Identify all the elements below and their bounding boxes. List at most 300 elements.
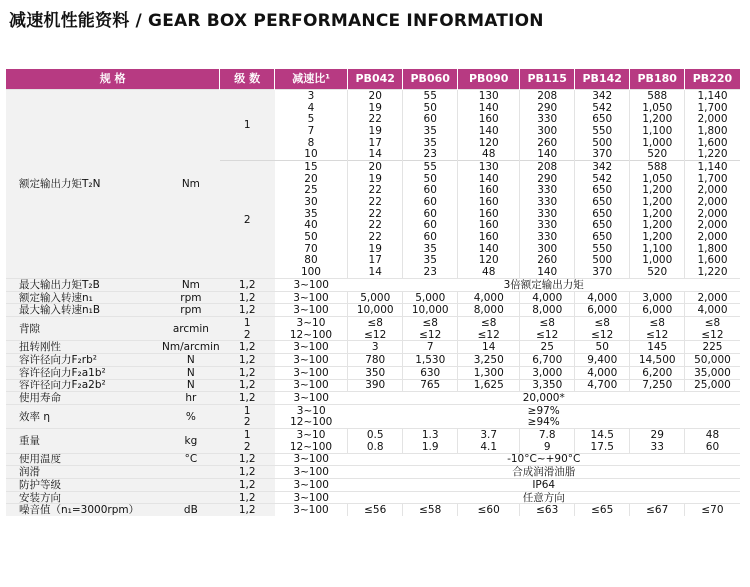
weight-row xyxy=(6,429,740,441)
header-model: PB042 xyxy=(348,69,403,90)
merged-value-cell: 20,000* xyxy=(348,392,740,405)
row-unit: N xyxy=(162,354,220,367)
value-cell: 6,000 xyxy=(575,304,630,317)
value-cell: 542 xyxy=(575,173,630,185)
value-cell: 22 xyxy=(348,231,403,243)
value-cell: 140 xyxy=(458,125,520,137)
value-cell: 35,000 xyxy=(685,366,740,379)
row-unit: Nm xyxy=(162,90,220,279)
value-cell: 500 xyxy=(575,137,630,149)
value-cell: ≤63 xyxy=(520,504,575,516)
value-cell: 35 xyxy=(403,243,458,255)
value-cell: 330 xyxy=(520,113,575,125)
table-row xyxy=(6,90,740,102)
value-cell: 290 xyxy=(520,173,575,185)
ratio-cell: 3 xyxy=(275,90,348,102)
value-cell: 48 xyxy=(458,266,520,278)
row-label: 润滑 xyxy=(6,466,162,479)
ratio-cell: 4 xyxy=(275,102,348,114)
ratio-cell: 3~100 xyxy=(275,341,348,354)
ratio-cell: 12~100 xyxy=(275,329,348,341)
header-ratio: 减速比¹ xyxy=(275,69,348,90)
row-label: 最大输入转速n₁B xyxy=(6,304,162,317)
value-cell: 60 xyxy=(403,196,458,208)
max-speed-row xyxy=(6,304,740,317)
value-cell: ≤8 xyxy=(630,317,685,329)
value-cell: 29 xyxy=(630,429,685,441)
value-cell: 6,700 xyxy=(520,354,575,367)
value-cell: 4.1 xyxy=(458,441,520,453)
ratio-cell: 70 xyxy=(275,243,348,255)
value-cell: 60 xyxy=(403,208,458,220)
value-cell: 2,000 xyxy=(685,113,740,125)
row-unit: Nm xyxy=(162,279,220,292)
value-cell: 25,000 xyxy=(685,379,740,392)
value-cell: 60 xyxy=(403,220,458,232)
value-cell: 17 xyxy=(348,137,403,149)
merged-value-cell: 任意方向 xyxy=(348,491,740,504)
value-cell: 17 xyxy=(348,255,403,267)
value-cell: 330 xyxy=(520,196,575,208)
value-cell: 588 xyxy=(630,161,685,173)
value-cell: ≤8 xyxy=(458,317,520,329)
row-label: 额定输入转速n₁ xyxy=(6,291,162,304)
protection-row xyxy=(6,479,740,492)
ratio-cell: 50 xyxy=(275,231,348,243)
stage-cell: 1,2 xyxy=(220,491,275,504)
row-unit: °C xyxy=(162,453,220,466)
stage-cell: 1 xyxy=(220,90,275,161)
value-cell: 35 xyxy=(403,255,458,267)
row-unit: arcmin xyxy=(162,317,220,341)
value-cell: 50 xyxy=(575,341,630,354)
value-cell: 225 xyxy=(685,341,740,354)
value-cell: 145 xyxy=(630,341,685,354)
value-cell: 48 xyxy=(458,148,520,160)
ratio-cell: 3~100 xyxy=(275,453,348,466)
ratio-cell: 3~100 xyxy=(275,504,348,516)
ratio-cell: 3~100 xyxy=(275,354,348,367)
value-cell: 19 xyxy=(348,102,403,114)
ratio-cell: 3~100 xyxy=(275,279,348,292)
merged-value-cell: 3倍额定输出力矩 xyxy=(348,279,740,292)
value-cell: 22 xyxy=(348,185,403,197)
max-torque-row xyxy=(6,279,740,292)
ratio-cell: 3~100 xyxy=(275,304,348,317)
value-cell: 9 xyxy=(520,441,575,453)
value-cell: 8,000 xyxy=(458,304,520,317)
value-cell: 19 xyxy=(348,125,403,137)
ratio-cell: 35 xyxy=(275,208,348,220)
value-cell: 7 xyxy=(403,341,458,354)
value-cell: 60 xyxy=(403,113,458,125)
value-cell: 120 xyxy=(458,255,520,267)
value-cell: 50 xyxy=(403,102,458,114)
value-cell: 550 xyxy=(575,125,630,137)
value-cell: 1,200 xyxy=(630,196,685,208)
value-cell: 25 xyxy=(520,341,575,354)
value-cell: 1,530 xyxy=(403,354,458,367)
value-cell: 140 xyxy=(458,173,520,185)
value-cell: 300 xyxy=(520,243,575,255)
stage-cell: 1,2 xyxy=(220,453,275,466)
value-cell: 3,250 xyxy=(458,354,520,367)
row-unit: rpm xyxy=(162,291,220,304)
value-cell: 350 xyxy=(348,366,403,379)
value-cell: 14 xyxy=(348,148,403,160)
value-cell: 1,700 xyxy=(685,102,740,114)
value-cell: 0.5 xyxy=(348,429,403,441)
value-cell: 1,200 xyxy=(630,185,685,197)
ratio-cell: 3~100 xyxy=(275,366,348,379)
value-cell: 1,200 xyxy=(630,113,685,125)
value-cell: 208 xyxy=(520,161,575,173)
stage-cell: 1,2 xyxy=(220,479,275,492)
value-cell: 1,100 xyxy=(630,125,685,137)
row-unit: N xyxy=(162,366,220,379)
value-cell: 17.5 xyxy=(575,441,630,453)
ratio-cell: 3~10 xyxy=(275,404,348,416)
ratio-cell: 40 xyxy=(275,220,348,232)
table-body xyxy=(6,90,740,517)
value-cell: 60 xyxy=(685,441,740,453)
temperature-row xyxy=(6,453,740,466)
value-cell: 260 xyxy=(520,255,575,267)
ratio-cell: 3~100 xyxy=(275,491,348,504)
stage-cell: 1 xyxy=(220,429,275,441)
value-cell: ≤70 xyxy=(685,504,740,516)
value-cell: 1,220 xyxy=(685,266,740,278)
value-cell: 4,700 xyxy=(575,379,630,392)
value-cell: 4,000 xyxy=(575,366,630,379)
row-unit xyxy=(162,466,220,479)
stage-cell: 1,2 xyxy=(220,366,275,379)
value-cell: 1,800 xyxy=(685,125,740,137)
value-cell: 1,600 xyxy=(685,137,740,149)
value-cell: 14,500 xyxy=(630,354,685,367)
row-label: 效率 η xyxy=(6,404,162,428)
value-cell: 342 xyxy=(575,161,630,173)
value-cell: 33 xyxy=(630,441,685,453)
ratio-cell: 100 xyxy=(275,266,348,278)
stage-cell: 2 xyxy=(220,441,275,453)
value-cell: 3.7 xyxy=(458,429,520,441)
radial-force-row xyxy=(6,366,740,379)
value-cell: 1,625 xyxy=(458,379,520,392)
value-cell: 3,350 xyxy=(520,379,575,392)
value-cell: 630 xyxy=(403,366,458,379)
value-cell: ≤8 xyxy=(685,317,740,329)
value-cell: ≤12 xyxy=(458,329,520,341)
stage-cell: 2 xyxy=(220,329,275,341)
ratio-cell: 8 xyxy=(275,137,348,149)
value-cell: 14 xyxy=(458,341,520,354)
value-cell: 50,000 xyxy=(685,354,740,367)
merged-value-cell: -10°C~+90°C xyxy=(348,453,740,466)
merged-value-cell: ≥97% xyxy=(348,404,740,416)
value-cell: 160 xyxy=(458,231,520,243)
value-cell: 4,000 xyxy=(685,304,740,317)
value-cell: 19 xyxy=(348,243,403,255)
ratio-cell: 3~100 xyxy=(275,379,348,392)
value-cell: 208 xyxy=(520,90,575,102)
value-cell: 370 xyxy=(575,266,630,278)
stiffness-row xyxy=(6,341,740,354)
value-cell: ≤12 xyxy=(685,329,740,341)
header-model: PB060 xyxy=(403,69,458,90)
value-cell: ≤67 xyxy=(630,504,685,516)
value-cell: 650 xyxy=(575,231,630,243)
value-cell: 19 xyxy=(348,173,403,185)
value-cell: 5,000 xyxy=(348,291,403,304)
value-cell: 1,050 xyxy=(630,173,685,185)
row-unit: dB xyxy=(162,504,220,516)
value-cell: ≤56 xyxy=(348,504,403,516)
row-label: 使用温度 xyxy=(6,453,162,466)
value-cell: 3,000 xyxy=(520,366,575,379)
value-cell: 2,000 xyxy=(685,208,740,220)
stage-cell: 1,2 xyxy=(220,279,275,292)
stage-cell: 1,2 xyxy=(220,291,275,304)
header-spec: 规 格 xyxy=(6,69,220,90)
row-unit: rpm xyxy=(162,304,220,317)
value-cell: 1,100 xyxy=(630,243,685,255)
value-cell: 330 xyxy=(520,220,575,232)
row-label: 重量 xyxy=(6,429,162,453)
value-cell: 2,000 xyxy=(685,185,740,197)
value-cell: 7.8 xyxy=(520,429,575,441)
value-cell: 23 xyxy=(403,266,458,278)
value-cell: ≤12 xyxy=(520,329,575,341)
value-cell: 22 xyxy=(348,220,403,232)
value-cell: ≤12 xyxy=(403,329,458,341)
row-label: 最大输出力矩T₂B xyxy=(6,279,162,292)
row-label: 背隙 xyxy=(6,317,162,341)
value-cell: 4,000 xyxy=(520,291,575,304)
value-cell: 35 xyxy=(403,125,458,137)
value-cell: 300 xyxy=(520,125,575,137)
value-cell: ≤58 xyxy=(403,504,458,516)
merged-value-cell: IP64 xyxy=(348,479,740,492)
value-cell: ≤8 xyxy=(575,317,630,329)
value-cell: 1,200 xyxy=(630,208,685,220)
value-cell: 6,200 xyxy=(630,366,685,379)
ratio-cell: 30 xyxy=(275,196,348,208)
value-cell: 140 xyxy=(458,243,520,255)
value-cell: ≤8 xyxy=(348,317,403,329)
value-cell: 780 xyxy=(348,354,403,367)
value-cell: 3 xyxy=(348,341,403,354)
ratio-cell: 80 xyxy=(275,255,348,267)
value-cell: 20 xyxy=(348,90,403,102)
value-cell: 22 xyxy=(348,208,403,220)
row-label: 扭转刚性 xyxy=(6,341,162,354)
value-cell: 342 xyxy=(575,90,630,102)
value-cell: 588 xyxy=(630,90,685,102)
ratio-cell: 3~100 xyxy=(275,291,348,304)
value-cell: 120 xyxy=(458,137,520,149)
row-label: 容许径向力F₂a1b² xyxy=(6,366,162,379)
row-unit: hr xyxy=(162,392,220,405)
value-cell: 650 xyxy=(575,113,630,125)
value-cell: 1,300 xyxy=(458,366,520,379)
value-cell: 10,000 xyxy=(348,304,403,317)
row-label: 容许径向力F₂rb² xyxy=(6,354,162,367)
value-cell: 160 xyxy=(458,220,520,232)
value-cell: ≤65 xyxy=(575,504,630,516)
value-cell: 520 xyxy=(630,148,685,160)
value-cell: 60 xyxy=(403,231,458,243)
value-cell: 60 xyxy=(403,185,458,197)
row-label: 安装方向 xyxy=(6,491,162,504)
value-cell: 55 xyxy=(403,161,458,173)
stage-cell: 1,2 xyxy=(220,341,275,354)
row-label: 容许径向力F₂a2b² xyxy=(6,379,162,392)
value-cell: 35 xyxy=(403,137,458,149)
value-cell: 1,200 xyxy=(630,231,685,243)
value-cell: 3,000 xyxy=(630,291,685,304)
stage-cell: 1 xyxy=(220,317,275,329)
service-life-row xyxy=(6,392,740,405)
value-cell: 2,000 xyxy=(685,291,740,304)
header-stage: 级 数 xyxy=(220,69,275,90)
value-cell: 1,050 xyxy=(630,102,685,114)
value-cell: 1,700 xyxy=(685,173,740,185)
value-cell: 370 xyxy=(575,148,630,160)
ratio-cell: 3~10 xyxy=(275,429,348,441)
value-cell: 1.9 xyxy=(403,441,458,453)
ratio-cell: 7 xyxy=(275,125,348,137)
row-label: 防护等级 xyxy=(6,479,162,492)
ratio-cell: 5 xyxy=(275,113,348,125)
value-cell: 520 xyxy=(630,266,685,278)
row-label: 使用寿命 xyxy=(6,392,162,405)
value-cell: ≤12 xyxy=(575,329,630,341)
stage-cell: 1,2 xyxy=(220,466,275,479)
value-cell: 260 xyxy=(520,137,575,149)
value-cell: 1,000 xyxy=(630,255,685,267)
value-cell: 160 xyxy=(458,185,520,197)
performance-table xyxy=(6,69,740,516)
value-cell: 140 xyxy=(520,266,575,278)
row-unit: Nm/arcmin xyxy=(162,341,220,354)
radial-force-row xyxy=(6,379,740,392)
stage-cell: 1,2 xyxy=(220,392,275,405)
row-unit xyxy=(162,491,220,504)
value-cell: 650 xyxy=(575,208,630,220)
value-cell: 23 xyxy=(403,148,458,160)
value-cell: 2,000 xyxy=(685,231,740,243)
ratio-cell: 15 xyxy=(275,161,348,173)
stage-cell: 2 xyxy=(220,161,275,279)
ratio-cell: 3~100 xyxy=(275,466,348,479)
ratio-cell: 10 xyxy=(275,148,348,160)
value-cell: ≤8 xyxy=(403,317,458,329)
value-cell: 22 xyxy=(348,113,403,125)
table-header-row xyxy=(6,69,740,90)
value-cell: ≤8 xyxy=(520,317,575,329)
value-cell: 50 xyxy=(403,173,458,185)
value-cell: 140 xyxy=(520,148,575,160)
value-cell: 330 xyxy=(520,208,575,220)
stage-cell: 1 xyxy=(220,404,275,416)
header-model: PB220 xyxy=(685,69,740,90)
value-cell: 14.5 xyxy=(575,429,630,441)
stage-cell: 1,2 xyxy=(220,379,275,392)
value-cell: 0.8 xyxy=(348,441,403,453)
value-cell: 650 xyxy=(575,185,630,197)
value-cell: 1,140 xyxy=(685,90,740,102)
backlash-row xyxy=(6,317,740,329)
value-cell: 650 xyxy=(575,196,630,208)
value-cell: ≤12 xyxy=(630,329,685,341)
value-cell: 160 xyxy=(458,208,520,220)
value-cell: 1,200 xyxy=(630,220,685,232)
value-cell: 10,000 xyxy=(403,304,458,317)
value-cell: 1,220 xyxy=(685,148,740,160)
value-cell: ≤60 xyxy=(458,504,520,516)
value-cell: 160 xyxy=(458,196,520,208)
value-cell: 1,800 xyxy=(685,243,740,255)
row-unit xyxy=(162,479,220,492)
value-cell: 5,000 xyxy=(403,291,458,304)
value-cell: 6,000 xyxy=(630,304,685,317)
value-cell: 14 xyxy=(348,266,403,278)
efficiency-row xyxy=(6,404,740,416)
value-cell: 130 xyxy=(458,161,520,173)
row-label: 额定输出力矩T₂N xyxy=(6,90,162,279)
header-model: PB090 xyxy=(458,69,520,90)
value-cell: 1,600 xyxy=(685,255,740,267)
page-title: 减速机性能资料 / GEAR BOX PERFORMANCE INFORMATION xyxy=(9,11,544,31)
row-unit: N xyxy=(162,379,220,392)
row-unit: % xyxy=(162,404,220,428)
ratio-cell: 12~100 xyxy=(275,441,348,453)
value-cell: 765 xyxy=(403,379,458,392)
ratio-cell: 3~100 xyxy=(275,479,348,492)
radial-force-row xyxy=(6,354,740,367)
value-cell: 130 xyxy=(458,90,520,102)
value-cell: 160 xyxy=(458,113,520,125)
value-cell: 550 xyxy=(575,243,630,255)
value-cell: 140 xyxy=(458,102,520,114)
ratio-cell: 12~100 xyxy=(275,417,348,429)
value-cell: 48 xyxy=(685,429,740,441)
value-cell: 390 xyxy=(348,379,403,392)
header-model: PB115 xyxy=(520,69,575,90)
ratio-cell: 3~100 xyxy=(275,392,348,405)
stage-cell: 1,2 xyxy=(220,504,275,516)
value-cell: 8,000 xyxy=(520,304,575,317)
ratio-cell: 3~10 xyxy=(275,317,348,329)
rated-speed-row xyxy=(6,291,740,304)
value-cell: 2,000 xyxy=(685,220,740,232)
value-cell: 4,000 xyxy=(458,291,520,304)
value-cell: 9,400 xyxy=(575,354,630,367)
noise-row xyxy=(6,504,740,516)
stage-cell: 1,2 xyxy=(220,304,275,317)
value-cell: 22 xyxy=(348,196,403,208)
stage-cell: 1,2 xyxy=(220,354,275,367)
merged-value-cell: 合成润滑油脂 xyxy=(348,466,740,479)
ratio-cell: 25 xyxy=(275,185,348,197)
row-label: 噪音值（n₁=3000rpm） xyxy=(6,504,162,516)
value-cell: 330 xyxy=(520,185,575,197)
lubrication-row xyxy=(6,466,740,479)
value-cell: 500 xyxy=(575,255,630,267)
value-cell: 1,140 xyxy=(685,161,740,173)
value-cell: ≤12 xyxy=(348,329,403,341)
